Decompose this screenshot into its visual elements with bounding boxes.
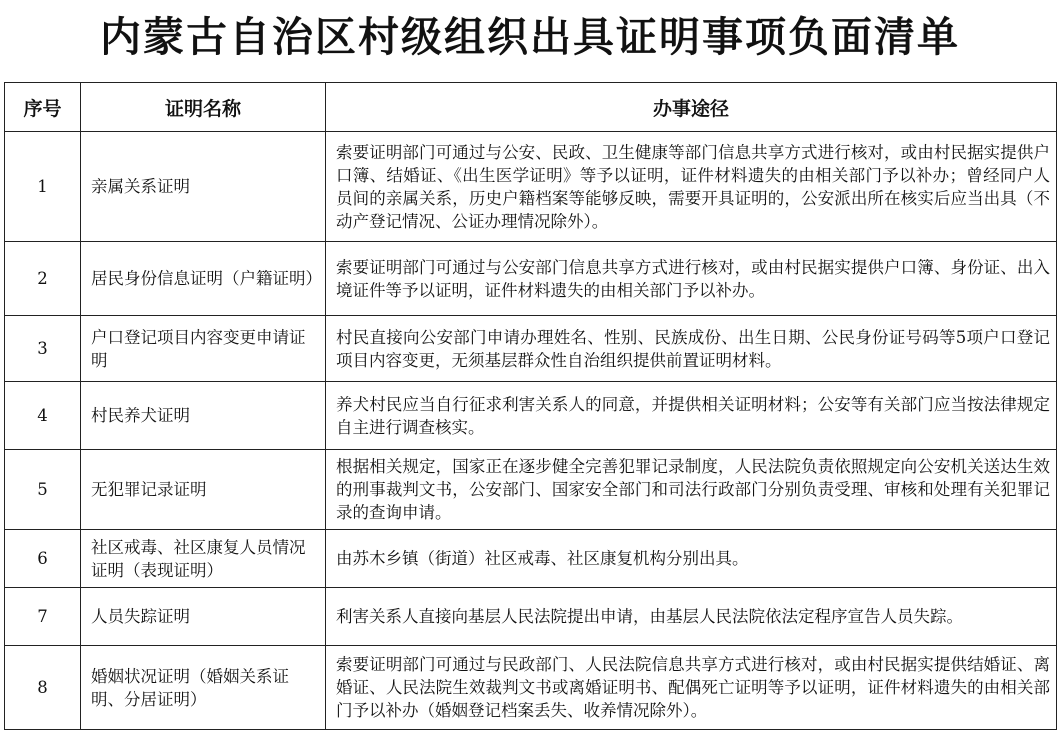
row-route: 村民直接向公安部门申请办理姓名、性别、民族成份、出生日期、公民身份证号码等5项户口登记项目内容变更，无须基层群众性自治组织提供前置证明材料。 <box>326 316 1057 382</box>
row-route: 索要证明部门可通过与公安、民政、卫生健康等部门信息共享方式进行核对，或由村民据实提供户口簿、结婚证、《出生医学证明》等予以证明，证件材料遗失的由相关部门予以补办；曾经同户人员间的亲属关系，历史户籍档案等能够反映，需要开具证明的，公安派出所在核实后应当出具（不动产登记情况、公证办理情况除外）。 <box>326 132 1057 242</box>
row-seq: 2 <box>5 242 81 316</box>
row-route: 根据相关规定，国家正在逐步健全完善犯罪记录制度，人民法院负责依照规定向公安机关送达生效的刑事裁判文书，公安部门、国家安全部门和司法行政部门分别负责受理、审核和处理有关犯罪记录的查询申请。 <box>326 450 1057 530</box>
row-name: 户口登记项目内容变更申请证明 <box>81 316 326 382</box>
row-route: 索要证明部门可通过与公安部门信息共享方式进行核对，或由村民据实提供户口簿、身份证、出入境证件等予以证明，证件材料遗失的由相关部门予以补办。 <box>326 242 1057 316</box>
header-route: 办事途径 <box>326 83 1057 132</box>
row-name: 社区戒毒、社区康复人员情况证明（表现证明） <box>81 530 326 588</box>
row-route: 索要证明部门可通过与民政部门、人民法院信息共享方式进行核对，或由村民据实提供结婚证、离婚证、人民法院生效裁判文书或离婚证明书、配偶死亡证明等予以证明，证件材料遗失的由相关部门予以补办（婚姻登记档案丢失、收养情况除外）。 <box>326 646 1057 730</box>
table-row <box>5 588 1057 646</box>
table-row <box>5 316 1057 382</box>
table-row <box>5 242 1057 316</box>
row-seq: 3 <box>5 316 81 382</box>
row-seq: 1 <box>5 132 81 242</box>
row-route: 由苏木乡镇（街道）社区戒毒、社区康复机构分别出具。 <box>326 530 1057 588</box>
row-name: 人员失踪证明 <box>81 588 326 646</box>
table-row <box>5 382 1057 450</box>
row-seq: 7 <box>5 588 81 646</box>
row-name: 无犯罪记录证明 <box>81 450 326 530</box>
table-row <box>5 530 1057 588</box>
row-route: 养犬村民应当自行征求利害关系人的同意，并提供相关证明材料；公安等有关部门应当按法律规定自主进行调查核实。 <box>326 382 1057 450</box>
document-title: 内蒙古自治区村级组织出具证明事项负面清单 <box>100 13 960 61</box>
row-seq: 4 <box>5 382 81 450</box>
table-row <box>5 646 1057 730</box>
header-name: 证明名称 <box>81 83 326 132</box>
row-name: 村民养犬证明 <box>81 382 326 450</box>
table-row <box>5 450 1057 530</box>
row-seq: 5 <box>5 450 81 530</box>
table-row <box>5 132 1057 242</box>
row-name: 居民身份信息证明（户籍证明） <box>81 242 326 316</box>
header-seq: 序号 <box>5 83 81 132</box>
row-name: 婚姻状况证明（婚姻关系证明、分居证明） <box>81 646 326 730</box>
row-route: 利害关系人直接向基层人民法院提出申请，由基层人民法院依法定程序宣告人员失踪。 <box>326 588 1057 646</box>
row-seq: 6 <box>5 530 81 588</box>
row-seq: 8 <box>5 646 81 730</box>
negative-list-table <box>4 82 1057 730</box>
table-header-row <box>5 83 1057 132</box>
row-name: 亲属关系证明 <box>81 132 326 242</box>
